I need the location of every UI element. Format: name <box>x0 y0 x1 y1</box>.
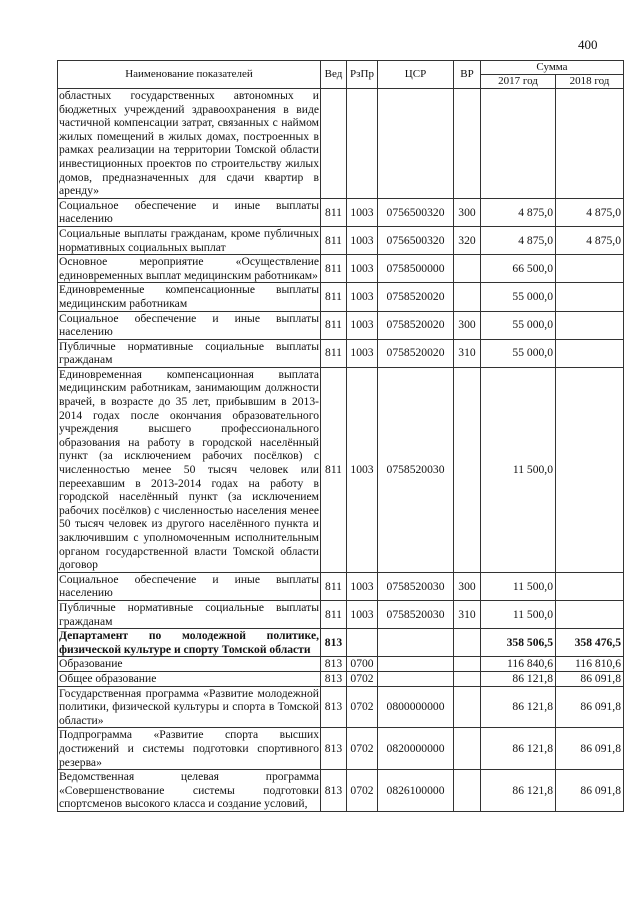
table-row <box>58 629 624 657</box>
cell-sum-2018 <box>556 311 624 339</box>
budget-table <box>57 60 624 812</box>
cell-sum-2018: 86 091,8 <box>556 686 624 728</box>
cell-name: Социальное обеспечение и иные выплаты населению <box>59 572 319 600</box>
table-row <box>58 367 624 572</box>
cell-name: Социальные выплаты гражданам, кроме публичных нормативных социальных выплат <box>59 226 319 254</box>
cell-rzpr: 1003 <box>347 226 378 254</box>
cell-vr <box>454 770 481 812</box>
cell-ved: 813 <box>321 629 347 657</box>
cell-name: Образование <box>58 657 321 672</box>
cell-ved: 811 <box>321 198 347 226</box>
cell-name: Единовременная компенсационная выплата медицинским работникам, занимающим должности врачей, в возрасте до 35 лет, прибывшим в 2013-2014 годах после окончания образовательного учреждения высшего профессионального образования на работу в городской населённый пункт (за исключением рабочих посёлков) с численностью менее 50 тысяч человек или переехавшим в 2013-2014 годах на работу в городской населённый пункт (за исключением рабочих посёлков) с численностью населения менее 50 тысяч человек из другого населённого пункта и заключившим с уполномоченным исполнительным органом государственной власти Томской области договор <box>59 367 319 572</box>
cell-vr: 300 <box>454 311 481 339</box>
cell-csr: 0758520020 <box>378 311 454 339</box>
cell-csr <box>378 89 454 199</box>
cell-sum-2017: 116 840,6 <box>481 657 556 672</box>
cell-sum-2018: 86 091,8 <box>556 728 624 770</box>
cell-sum-2018 <box>556 572 624 600</box>
cell-rzpr: 1003 <box>347 572 378 600</box>
cell-ved: 811 <box>321 283 347 311</box>
cell-sum-2018 <box>556 255 624 283</box>
cell-rzpr: 1003 <box>347 339 378 367</box>
cell-vr: 300 <box>454 198 481 226</box>
cell-rzpr: 0702 <box>347 686 378 728</box>
cell-sum-2017: 66 500,0 <box>481 255 556 283</box>
cell-vr: 310 <box>454 339 481 367</box>
cell-sum-2018: 358 476,5 <box>556 629 624 657</box>
header-sum: Сумма <box>481 61 624 75</box>
cell-rzpr <box>347 89 378 199</box>
table-row <box>58 728 624 770</box>
table-row <box>58 671 624 686</box>
table-row <box>58 198 624 226</box>
cell-sum-2018: 116 810,6 <box>556 657 624 672</box>
cell-sum-2018 <box>556 600 624 628</box>
cell-sum-2017: 55 000,0 <box>481 311 556 339</box>
cell-vr: 310 <box>454 600 481 628</box>
cell-csr: 0820000000 <box>378 728 454 770</box>
table-row <box>58 600 624 628</box>
cell-sum-2017 <box>481 89 556 199</box>
cell-sum-2017: 86 121,8 <box>481 686 556 728</box>
cell-name: Публичные нормативные социальные выплаты гражданам <box>59 600 319 628</box>
cell-csr <box>378 657 454 672</box>
cell-sum-2018: 86 091,8 <box>556 770 624 812</box>
cell-csr: 0800000000 <box>378 686 454 728</box>
cell-sum-2018 <box>556 367 624 572</box>
cell-sum-2018: 86 091,8 <box>556 671 624 686</box>
cell-sum-2017: 4 875,0 <box>481 226 556 254</box>
cell-rzpr: 1003 <box>347 600 378 628</box>
cell-name: Социальное обеспечение и иные выплаты населению <box>59 311 319 339</box>
cell-csr: 0758520030 <box>378 600 454 628</box>
cell-sum-2017: 86 121,8 <box>481 770 556 812</box>
table-row <box>58 339 624 367</box>
cell-ved: 813 <box>321 671 347 686</box>
cell-rzpr: 1003 <box>347 198 378 226</box>
cell-sum-2018 <box>556 339 624 367</box>
cell-csr: 0826100000 <box>378 770 454 812</box>
cell-ved: 811 <box>321 311 347 339</box>
cell-vr <box>454 686 481 728</box>
cell-ved: 811 <box>321 600 347 628</box>
table-row <box>58 89 624 199</box>
cell-ved: 813 <box>321 728 347 770</box>
header-vr: ВР <box>454 61 481 89</box>
cell-rzpr: 0700 <box>347 657 378 672</box>
cell-vr <box>454 629 481 657</box>
cell-sum-2018 <box>556 89 624 199</box>
cell-ved: 811 <box>321 367 347 572</box>
cell-csr <box>378 629 454 657</box>
cell-name: Единовременные компенсационные выплаты медицинским работникам <box>59 283 319 310</box>
table-row <box>58 657 624 672</box>
cell-ved: 811 <box>321 226 347 254</box>
cell-name: областных государственных автономных и бюджетных учреждений здравоохранения в виде частичной компенсации затрат, связанных с наймом жилых помещений в жилых домах, построенных в рамках реализации на территории Томской области инвестиционных проектов по строительству жилых домов, предназначенных для сдачи квартир в аренду» <box>59 89 319 198</box>
cell-name: Общее образование <box>58 671 321 686</box>
cell-ved: 811 <box>321 572 347 600</box>
cell-csr: 0758520020 <box>378 283 454 311</box>
cell-ved: 811 <box>321 255 347 283</box>
cell-name: Основное мероприятие «Осуществление единовременных выплат медицинским работникам» <box>59 255 319 282</box>
table-row <box>58 311 624 339</box>
cell-name: Государственная программа «Развитие молодежной политики, физической культуры и спорта в Томской области» <box>59 686 319 727</box>
cell-sum-2017: 358 506,5 <box>481 629 556 657</box>
cell-name: Публичные нормативные социальные выплаты гражданам <box>59 339 319 367</box>
cell-rzpr <box>347 629 378 657</box>
cell-sum-2018: 4 875,0 <box>556 226 624 254</box>
header-rzpr: РзПр <box>347 61 378 89</box>
cell-csr: 0758520020 <box>378 339 454 367</box>
cell-sum-2017: 55 000,0 <box>481 283 556 311</box>
table-row <box>58 686 624 728</box>
cell-name: Социальное обеспечение и иные выплаты населению <box>59 198 319 226</box>
cell-name: Департамент по молодежной политике, физической культуре и спорту Томской области <box>59 629 319 656</box>
cell-rzpr: 1003 <box>347 367 378 572</box>
cell-sum-2018 <box>556 283 624 311</box>
cell-rzpr: 0702 <box>347 671 378 686</box>
table-row <box>58 770 624 812</box>
cell-ved: 813 <box>321 686 347 728</box>
header-name: Наименование показателей <box>58 61 321 89</box>
cell-sum-2017: 11 500,0 <box>481 572 556 600</box>
cell-ved <box>321 89 347 199</box>
cell-sum-2017: 86 121,8 <box>481 671 556 686</box>
cell-vr <box>454 657 481 672</box>
cell-name: Ведомственная целевая программа «Совершенствование системы подготовки спортсменов высокого класса и создание условий, <box>59 770 319 811</box>
cell-sum-2017: 86 121,8 <box>481 728 556 770</box>
cell-ved: 813 <box>321 657 347 672</box>
cell-csr: 0758520030 <box>378 367 454 572</box>
table-row <box>58 572 624 600</box>
table-row <box>58 255 624 283</box>
header-ved: Вед <box>321 61 347 89</box>
cell-rzpr: 0702 <box>347 728 378 770</box>
cell-ved: 811 <box>321 339 347 367</box>
cell-sum-2017: 11 500,0 <box>481 600 556 628</box>
header-csr: ЦСР <box>378 61 454 89</box>
cell-vr: 300 <box>454 572 481 600</box>
cell-rzpr: 1003 <box>347 311 378 339</box>
page-number: 400 <box>578 37 598 52</box>
table-row <box>58 283 624 311</box>
header-2017: 2017 год <box>481 75 556 89</box>
cell-vr <box>454 367 481 572</box>
cell-vr <box>454 671 481 686</box>
cell-vr <box>454 728 481 770</box>
cell-sum-2017: 55 000,0 <box>481 339 556 367</box>
cell-vr <box>454 283 481 311</box>
cell-vr <box>454 89 481 199</box>
cell-rzpr: 0702 <box>347 770 378 812</box>
cell-csr: 0756500320 <box>378 198 454 226</box>
cell-ved: 813 <box>321 770 347 812</box>
header-2018: 2018 год <box>556 75 624 89</box>
cell-csr: 0758500000 <box>378 255 454 283</box>
cell-vr: 320 <box>454 226 481 254</box>
cell-csr <box>378 671 454 686</box>
cell-sum-2018: 4 875,0 <box>556 198 624 226</box>
cell-csr: 0756500320 <box>378 226 454 254</box>
cell-vr <box>454 255 481 283</box>
cell-rzpr: 1003 <box>347 283 378 311</box>
cell-sum-2017: 11 500,0 <box>481 367 556 572</box>
cell-sum-2017: 4 875,0 <box>481 198 556 226</box>
cell-name: Подпрограмма «Развитие спорта высших достижений и системы подготовки спортивного резерва» <box>59 728 319 769</box>
cell-csr: 0758520030 <box>378 572 454 600</box>
cell-rzpr: 1003 <box>347 255 378 283</box>
table-row <box>58 226 624 254</box>
